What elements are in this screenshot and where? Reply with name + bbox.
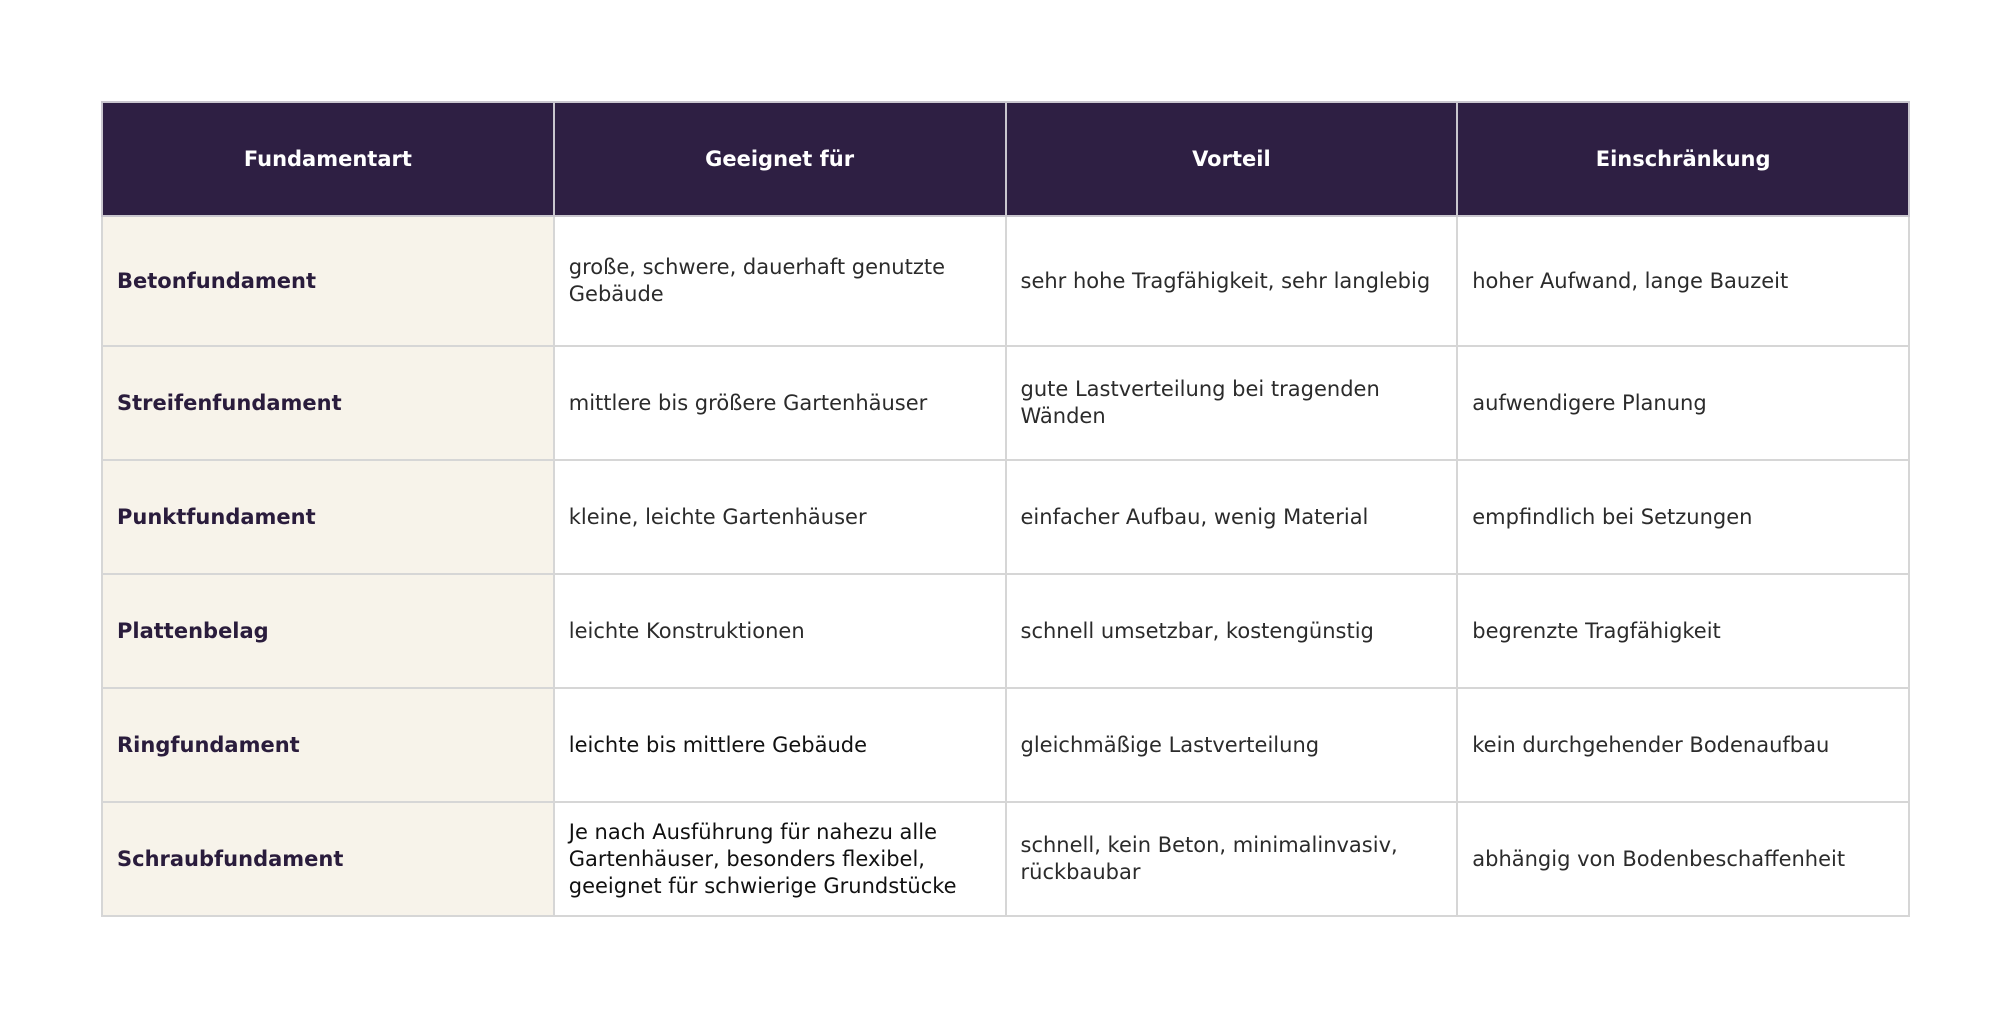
table-row — [102, 346, 1909, 460]
advantage-cell: gleichmäßige Lastverteilung — [1006, 688, 1458, 802]
column-header-einschraenkung: Einschränkung — [1457, 102, 1909, 216]
table-header — [102, 102, 1909, 216]
advantage-cell: gute Lastverteilung bei tragenden Wänden — [1006, 346, 1458, 460]
column-header-fundamentart: Fundamentart — [102, 102, 554, 216]
advantage-cell: sehr hohe Tragfähigkeit, sehr langlebig — [1006, 216, 1458, 346]
suitable-for-cell: mittlere bis größere Gartenhäuser — [554, 346, 1006, 460]
limitation-cell: aufwendigere Planung — [1457, 346, 1909, 460]
foundation-comparison-table-container — [101, 101, 1908, 917]
suitable-for-cell: große, schwere, dauerhaft genutzte Gebäude — [554, 216, 1006, 346]
suitable-for-cell: kleine, leichte Gartenhäuser — [554, 460, 1006, 574]
suitable-for-cell: Je nach Ausführung für nahezu alle Gartenhäuser, besonders flexibel, geeignet für schwierige Grundstücke — [554, 802, 1006, 916]
limitation-cell: kein durchgehender Bodenaufbau — [1457, 688, 1909, 802]
foundation-type-cell: Plattenbelag — [102, 574, 554, 688]
table-body — [102, 216, 1909, 916]
limitation-cell: abhängig von Bodenbeschaffenheit — [1457, 802, 1909, 916]
column-header-geeignet-fuer: Geeignet für — [554, 102, 1006, 216]
limitation-cell: empfindlich bei Setzungen — [1457, 460, 1909, 574]
foundation-type-cell: Schraubfundament — [102, 802, 554, 916]
table-row — [102, 216, 1909, 346]
table-row — [102, 688, 1909, 802]
advantage-cell: schnell, kein Beton, minimalinvasiv, rückbaubar — [1006, 802, 1458, 916]
suitable-for-cell: leichte Konstruktionen — [554, 574, 1006, 688]
foundation-comparison-table — [101, 101, 1910, 917]
foundation-type-cell: Ringfundament — [102, 688, 554, 802]
suitable-for-cell: leichte bis mittlere Gebäude — [554, 688, 1006, 802]
table-row — [102, 802, 1909, 916]
advantage-cell: einfacher Aufbau, wenig Material — [1006, 460, 1458, 574]
limitation-cell: begrenzte Tragfähigkeit — [1457, 574, 1909, 688]
table-row — [102, 460, 1909, 574]
limitation-cell: hoher Aufwand, lange Bauzeit — [1457, 216, 1909, 346]
table-header-row — [102, 102, 1909, 216]
column-header-vorteil: Vorteil — [1006, 102, 1458, 216]
advantage-cell: schnell umsetzbar, kostengünstig — [1006, 574, 1458, 688]
foundation-type-cell: Streifenfundament — [102, 346, 554, 460]
foundation-type-cell: Betonfundament — [102, 216, 554, 346]
table-row — [102, 574, 1909, 688]
foundation-type-cell: Punktfundament — [102, 460, 554, 574]
